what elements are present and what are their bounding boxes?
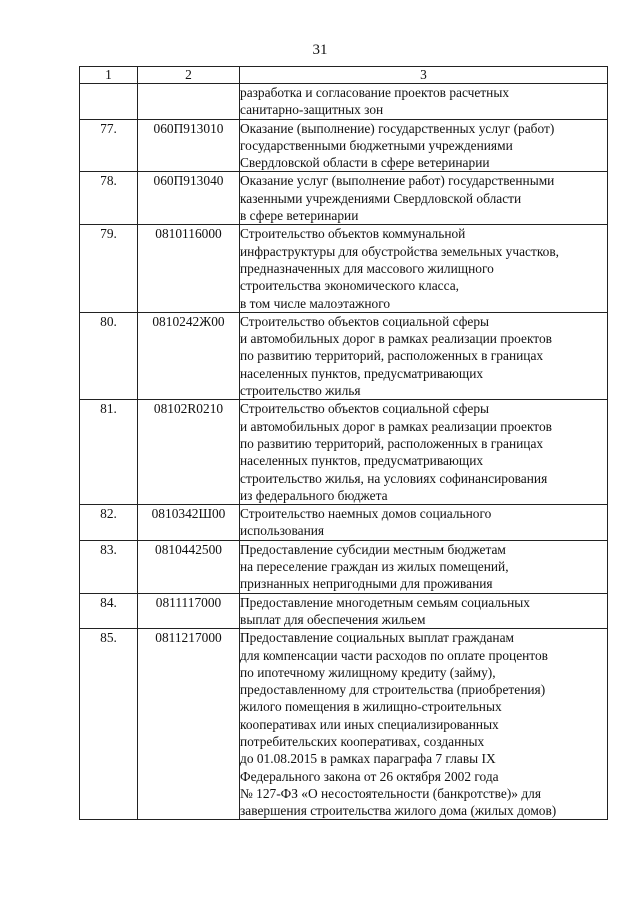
expense-code: 0811217000	[138, 629, 240, 820]
table-row	[80, 629, 608, 820]
description-line: разработка и согласование проектов расчетных	[240, 85, 510, 100]
expense-description	[240, 119, 608, 172]
description-line: жилого помещения в жилищно-строительных	[240, 699, 502, 715]
row-number: 78.	[80, 172, 138, 225]
row-number: 77.	[80, 119, 138, 172]
table-row	[80, 540, 608, 593]
description-line: Предоставление многодетным семьям социальных	[240, 594, 530, 610]
table-row	[80, 119, 608, 172]
description-line: инфраструктуры для обустройства земельных участков,	[240, 243, 560, 259]
description-line: признанных непригодными для проживания	[240, 576, 493, 592]
expense-description	[240, 172, 608, 225]
description-line: населенных пунктов, предусматривающих	[240, 365, 484, 381]
expense-code: 08102R0210	[138, 400, 240, 505]
description-line: Строительство наемных домов социального	[240, 506, 492, 522]
column-header-1: 1	[80, 67, 138, 84]
expense-code: 0810442500	[138, 540, 240, 593]
row-number: 81.	[80, 400, 138, 505]
expense-description	[240, 505, 608, 541]
description-line: Строительство объектов социальной сферы	[240, 313, 490, 329]
description-line: потребительских кооперативах, созданных	[240, 733, 485, 749]
table-row	[80, 400, 608, 505]
column-header-3: 3	[240, 67, 608, 84]
description-line: населенных пунктов, предусматривающих	[240, 453, 484, 469]
expense-code: 060П913040	[138, 172, 240, 225]
description-line: использования	[240, 523, 325, 539]
description-line: по развитию территорий, расположенных в границах	[240, 348, 544, 364]
description-line: Предоставление субсидии местным бюджетам	[240, 541, 506, 557]
row-number: 85.	[80, 629, 138, 820]
description-line: выплат для обеспечения жильем	[240, 611, 426, 627]
description-line: Строительство объектов социальной сферы	[240, 401, 490, 417]
expense-code: 0810116000	[138, 225, 240, 312]
table-body	[80, 84, 608, 820]
description-line: № 127-ФЗ «О несостоятельности (банкротстве)» для	[240, 785, 541, 801]
table-row	[80, 84, 608, 120]
table-row	[80, 505, 608, 541]
description-line: Оказание услуг (выполнение работ) государственными	[240, 173, 555, 189]
description-line: строительство жилья	[240, 383, 361, 399]
expense-description	[240, 225, 608, 312]
description-line: для компенсации части расходов по оплате процентов	[240, 647, 548, 663]
description-line: строительство жилья, на условиях софинансирования	[240, 470, 548, 486]
page-number: 31	[312, 42, 328, 58]
description-line: Строительство объектов коммунальной	[240, 226, 466, 242]
description-line: предназначенных для массового жилищного	[240, 260, 494, 276]
table-header-row	[80, 67, 608, 84]
description-line: Оказание (выполнение) государственных услуг (работ)	[240, 120, 555, 136]
row-number: 83.	[80, 540, 138, 593]
expense-code	[138, 84, 240, 120]
description-line: строительства экономического класса,	[240, 278, 459, 294]
description-line: Предоставление социальных выплат гражданам	[240, 630, 514, 646]
row-number	[80, 84, 138, 120]
codes-table	[79, 66, 608, 820]
table-row	[80, 225, 608, 312]
description-line: завершения строительства жилого дома (жилых домов)	[240, 803, 557, 819]
expense-code: 0810342Ш00	[138, 505, 240, 541]
table-row	[80, 312, 608, 399]
expense-description	[240, 84, 608, 120]
expense-code: 0810242Ж00	[138, 312, 240, 399]
expense-description	[240, 593, 608, 629]
row-number: 79.	[80, 225, 138, 312]
table-row	[80, 172, 608, 225]
row-number: 84.	[80, 593, 138, 629]
table-row	[80, 593, 608, 629]
description-line: кооперативах или иных специализированных	[240, 716, 499, 732]
description-line: Федерального закона от 26 октября 2002 года	[240, 768, 499, 784]
description-line: до 01.08.2015 в рамках параграфа 7 главы IX	[240, 751, 496, 767]
description-line: и автомобильных дорог в рамках реализации проектов	[240, 331, 552, 347]
description-line: и автомобильных дорог в рамках реализации проектов	[240, 418, 552, 434]
description-line: в том числе малоэтажного	[240, 295, 391, 311]
expense-code: 060П913010	[138, 119, 240, 172]
description-line: казенными учреждениями Свердловской области	[240, 190, 522, 206]
column-header-2: 2	[138, 67, 240, 84]
row-number: 82.	[80, 505, 138, 541]
description-line: государственными бюджетными учреждениями	[240, 137, 513, 153]
description-line: по ипотечному жилищному кредиту (займу),	[240, 664, 496, 680]
expense-description	[240, 629, 608, 820]
description-line: санитарно-защитных зон	[240, 102, 384, 118]
description-line: Свердловской области в сфере ветеринарии	[240, 155, 490, 171]
expense-description	[240, 312, 608, 399]
expense-code: 0811117000	[138, 593, 240, 629]
expense-description	[240, 540, 608, 593]
description-line: предоставленному для строительства (приобретения)	[240, 682, 546, 698]
row-number: 80.	[80, 312, 138, 399]
description-line: по развитию территорий, расположенных в границах	[240, 435, 544, 451]
description-line: на переселение граждан из жилых помещений,	[240, 559, 509, 575]
description-line: в сфере ветеринарии	[240, 208, 359, 224]
expense-description	[240, 400, 608, 505]
description-line: из федерального бюджета	[240, 487, 388, 503]
